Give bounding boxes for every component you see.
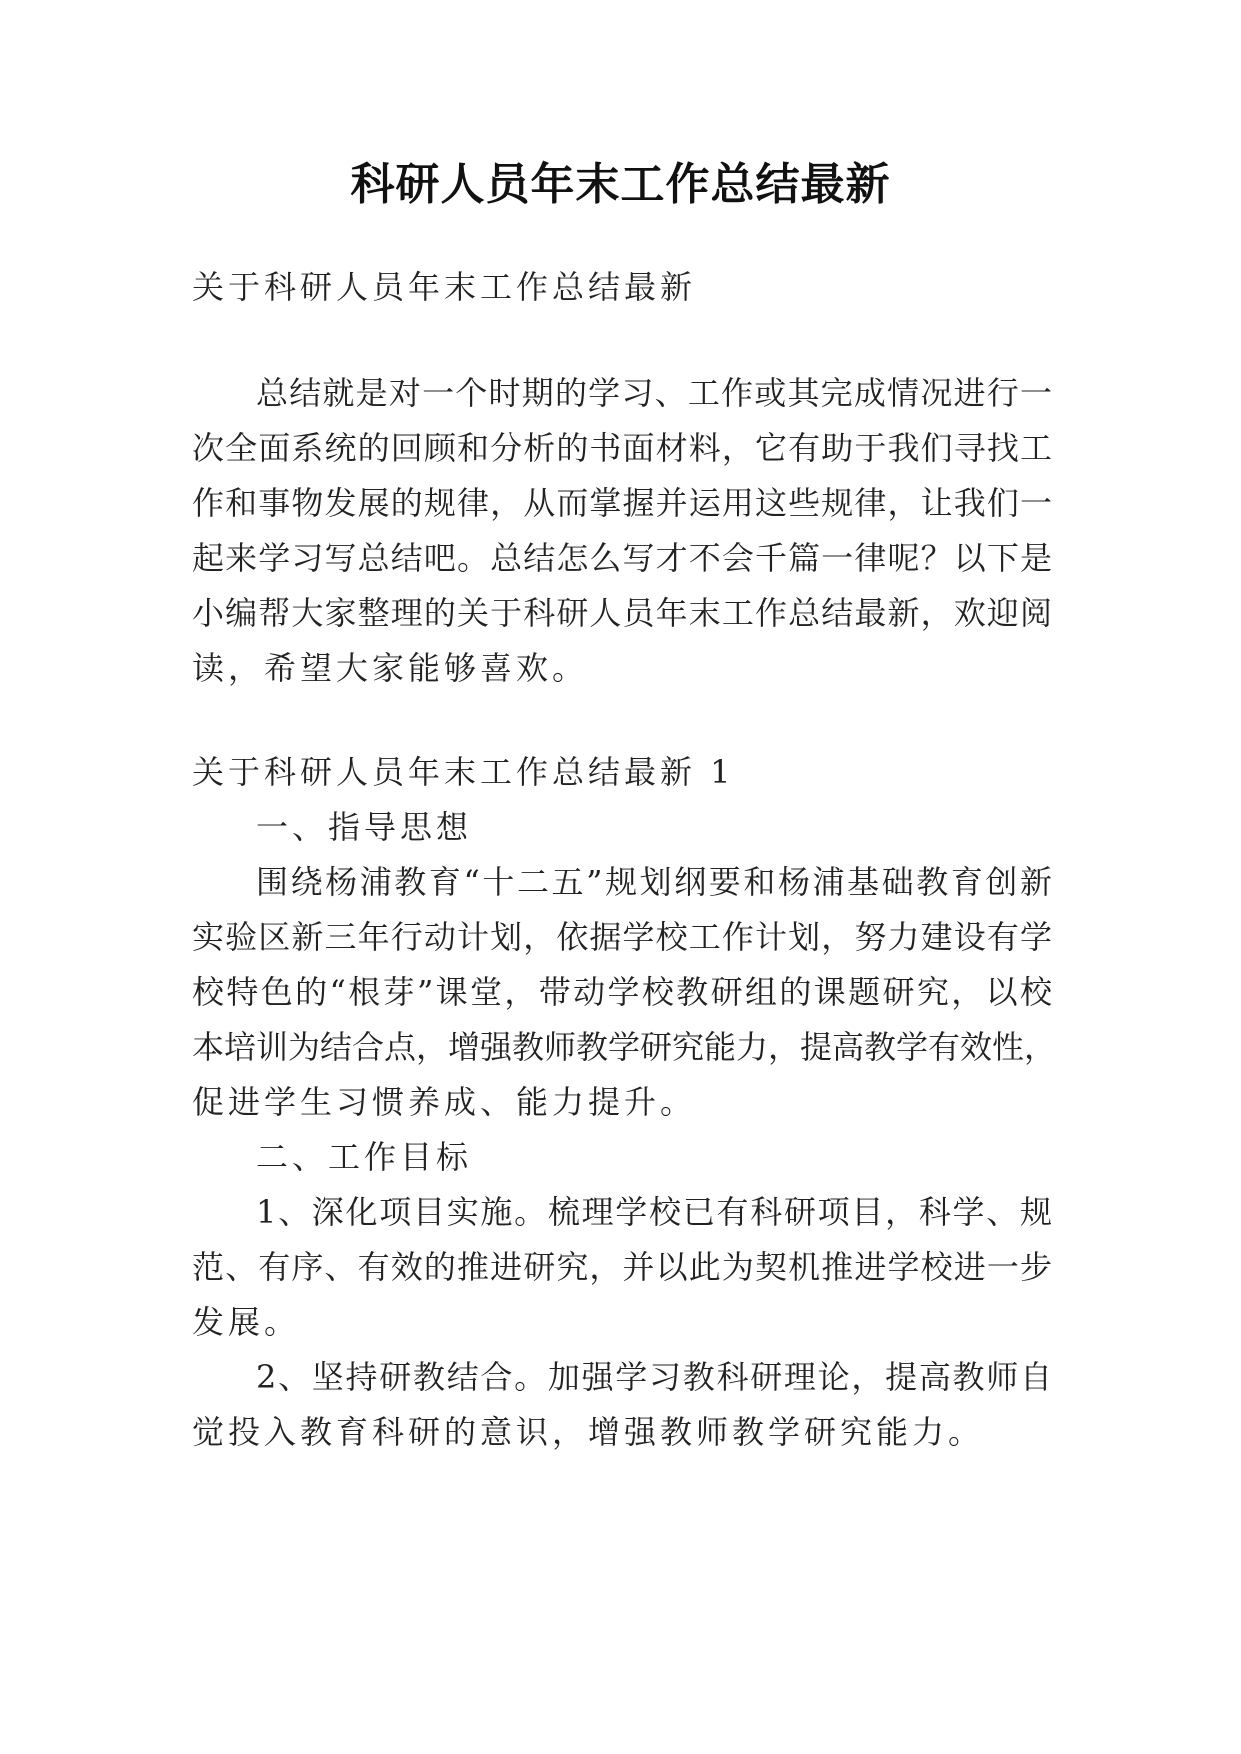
paragraph-line: 促进学生习惯养成、能力提升。 (192, 1083, 697, 1121)
intro-line: 次全面系统的回顾和分析的书面材料，它有助于我们寻找工 (192, 429, 1052, 467)
intro-line: 作和事物发展的规律，从而掌握并运用这些规律，让我们一 (192, 484, 1052, 522)
intro-line: 起来学习写总结吧。总结怎么写才不会千篇一律呢？以下是 (192, 539, 1052, 577)
intro-line: 小编帮大家整理的关于科研人员年末工作总结最新，欢迎阅 (192, 594, 1052, 632)
paragraph-line: 围绕杨浦教育“十二五”规划纲要和杨浦基础教育创新 (256, 863, 1052, 901)
goal-line: 2、坚持研教结合。加强学习教科研理论，提高教师自 (256, 1358, 1052, 1396)
goal-line: 范、有序、有效的推进研究，并以此为契机推进学校进一步 (192, 1248, 1052, 1286)
goal-line: 觉投入教育科研的意识，增强教师教学研究能力。 (192, 1413, 985, 1451)
document-subtitle: 关于科研人员年末工作总结最新 (192, 268, 697, 306)
goal-line: 发展。 (192, 1303, 301, 1341)
intro-line: 总结就是对一个时期的学习、工作或其完成情况进行一 (256, 374, 1052, 412)
part-heading: 一、指导思想 (256, 808, 473, 846)
section-heading: 关于科研人员年末工作总结最新 1 (192, 753, 735, 791)
paragraph-line: 校特色的“根芽”课堂，带动学校教研组的课题研究，以校 (192, 973, 1052, 1011)
paragraph-line: 实验区新三年行动计划，依据学校工作计划，努力建设有学 (192, 918, 1052, 956)
document-title: 科研人员年末工作总结最新 (350, 159, 891, 210)
goal-line: 1、深化项目实施。梳理学校已有科研项目，科学、规 (256, 1193, 1052, 1231)
paragraph-line: 本培训为结合点，增强教师教学研究能力，提高教学有效性， (192, 1028, 1057, 1066)
part-heading: 二、工作目标 (256, 1138, 473, 1176)
intro-line: 读，希望大家能够喜欢。 (192, 649, 589, 687)
